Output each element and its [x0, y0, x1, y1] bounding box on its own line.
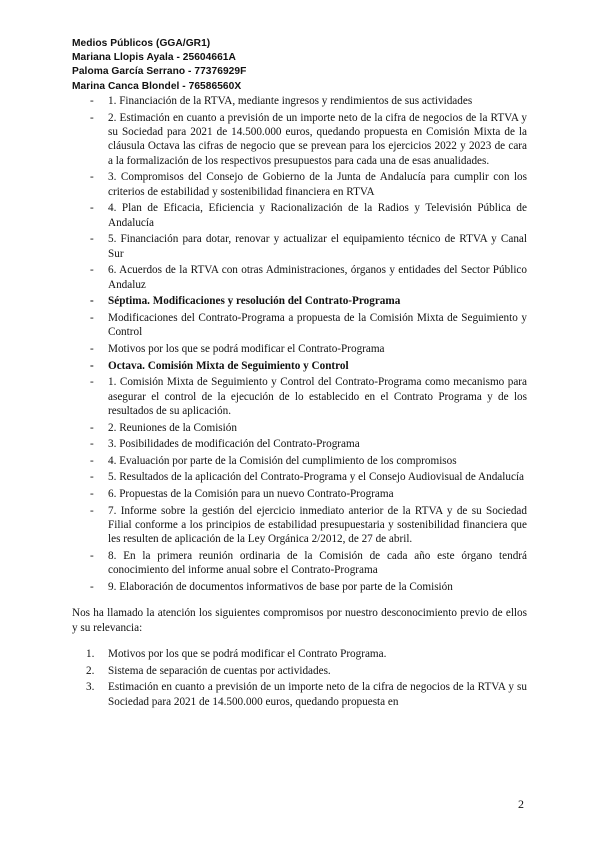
list-item — [72, 454, 527, 468]
list-dash: - — [90, 421, 94, 434]
list-item-text: 9. Elaboración de documentos informativos de base por parte de la Comisión — [108, 580, 453, 593]
list-dash: - — [90, 312, 94, 324]
section-heading-item — [72, 294, 527, 308]
list-dash: - — [90, 504, 94, 517]
list-item — [72, 487, 527, 501]
list-item — [72, 311, 527, 340]
list-dash: - — [90, 295, 94, 308]
list-item-text: 6. Acuerdos de la RTVA con otras Administraciones, órganos y entidades del Sector Público Andaluz — [108, 264, 527, 291]
header-line: Marina Canca Blondel - 76586560X — [72, 80, 242, 92]
list-item — [72, 342, 527, 356]
item-number: 3. — [86, 681, 95, 694]
list-item-text: 1. Comisión Mixta de Seguimiento y Control del Contrato-Programa como mecanismo para asegurar el control de la ejecución de lo establecido en el Contrato Programa y de los resultados de su aplicación. — [108, 376, 527, 417]
list-item-text: Séptima. Modificaciones y resolución del Contrato-Programa — [108, 295, 401, 308]
header-line: Mariana Llopis Ayala - 25604661A — [72, 52, 236, 64]
list-dash: - — [90, 438, 94, 451]
header-line: Medios Públicos (GGA/GR1) — [72, 38, 211, 49]
list-item — [72, 263, 527, 292]
list-item — [72, 170, 527, 199]
numbered-item — [72, 647, 527, 661]
list-dash: - — [90, 580, 94, 593]
list-item-text: 5. Financiación para dotar, renovar y actualizar el equipamiento técnico de RTVA y Canal Sur — [108, 233, 527, 260]
list-dash: - — [90, 454, 94, 467]
list-item-text: 4. Plan de Eficacia, Eficiencia y Racionalización de la Radios y Televisión Pública de Andalucía — [108, 202, 527, 229]
list-item — [72, 504, 527, 547]
item-number: 2. — [86, 664, 95, 677]
numbered-item-text: Estimación en cuanto a previsión de un importe neto de la cifra de negocios de la RTVA y su Sociedad para 2021 de 14.500.000 euros, quedando propuesta en — [108, 681, 527, 708]
list-item-text: Modificaciones del Contrato-Programa a propuesta de la Comisión Mixta de Seguimiento y Control — [108, 312, 527, 339]
list-dash: - — [90, 343, 94, 355]
numbered-item-text: Motivos por los que se podrá modificar el Contrato Programa. — [108, 648, 387, 661]
list-item-text: 3. Posibilidades de modificación del Contrato-Programa — [108, 438, 360, 451]
numbered-item-text: Sistema de separación de cuentas por actividades. — [108, 664, 331, 677]
intro-paragraph: Nos ha llamado la atención los siguientes compromisos por nuestro desconocimiento previo de ellos y su relevancia: — [72, 607, 527, 634]
list-dash: - — [90, 202, 94, 215]
list-dash: - — [90, 111, 94, 124]
list-dash: - — [90, 471, 94, 484]
list-item-text: 5. Resultados de la aplicación del Contrato-Programa y el Consejo Audiovisual de Andalucía — [108, 471, 525, 484]
list-dash: - — [90, 171, 94, 184]
page-number: 2 — [518, 797, 524, 811]
list-dash: - — [90, 549, 94, 562]
list-item-text: 7. Informe sobre la gestión del ejercicio inmediato anterior de la RTVA y de su Sociedad Filial conforme a los principios de estabilidad presupuestaria y sostenibilidad financiera que les resulten de aplicación de la Ley Orgánica 2/2012, de 27 de abril. — [108, 504, 527, 546]
list-item — [72, 232, 527, 261]
author-header — [72, 37, 246, 94]
list-item — [72, 375, 527, 418]
list-item — [72, 94, 527, 108]
item-number: 1. — [86, 648, 95, 661]
list-item-text: 1. Financiación de la RTVA, mediante ingresos y rendimientos de sus actividades — [108, 95, 473, 107]
numbered-item — [72, 664, 527, 678]
list-item-text: Motivos por los que se podrá modificar el Contrato-Programa — [108, 343, 385, 355]
list-dash: - — [90, 487, 94, 500]
list-item-text: 8. En la primera reunión ordinaria de la Comisión de cada año este órgano tendrá conocimiento del informe anual sobre el Contrato-Programa — [108, 549, 527, 577]
list-item — [72, 111, 527, 169]
list-item-text: 6. Propuestas de la Comisión para un nuevo Contrato-Programa — [108, 487, 394, 500]
list-item-text: 4. Evaluación por parte de la Comisión del cumplimiento de los compromisos — [108, 454, 457, 467]
list-item — [72, 421, 527, 435]
list-item — [72, 549, 527, 578]
list-dash: - — [90, 95, 94, 107]
list-item-text: 2. Estimación en cuanto a previsión de un importe neto de la cifra de negocios de la RTVA y su Sociedad para 2021 de 14.500.000 euros, quedando propuesta en Comisión Mixta de la cláusula Octava las cifras de negocio que se prevean para los ejercicios 2022 y 2023 de cara a la formalización de los respectivos presupuestos para cada una de esas anualidades. — [108, 111, 527, 167]
list-dash: - — [90, 264, 94, 277]
list-dash: - — [90, 376, 94, 389]
dash-list — [72, 94, 527, 594]
numbered-item — [72, 680, 527, 709]
numbered-list — [72, 647, 527, 709]
list-dash: - — [90, 233, 94, 246]
section-heading-item — [72, 359, 527, 373]
list-item — [72, 201, 527, 230]
document-body — [72, 94, 527, 711]
list-item-text: 2. Reuniones de la Comisión — [108, 421, 237, 434]
list-item — [72, 437, 527, 451]
list-item — [72, 580, 527, 594]
list-item-text: Octava. Comisión Mixta de Seguimiento y Control — [108, 359, 349, 372]
list-item — [72, 470, 527, 484]
list-dash: - — [90, 359, 94, 372]
header-line: Paloma García Serrano - 77376929F — [72, 66, 247, 78]
list-item-text: 3. Compromisos del Consejo de Gobierno de la Junta de Andalucía para cumplir con los criterios de estabilidad y sostenibilidad financiera en RTVA — [108, 171, 527, 198]
